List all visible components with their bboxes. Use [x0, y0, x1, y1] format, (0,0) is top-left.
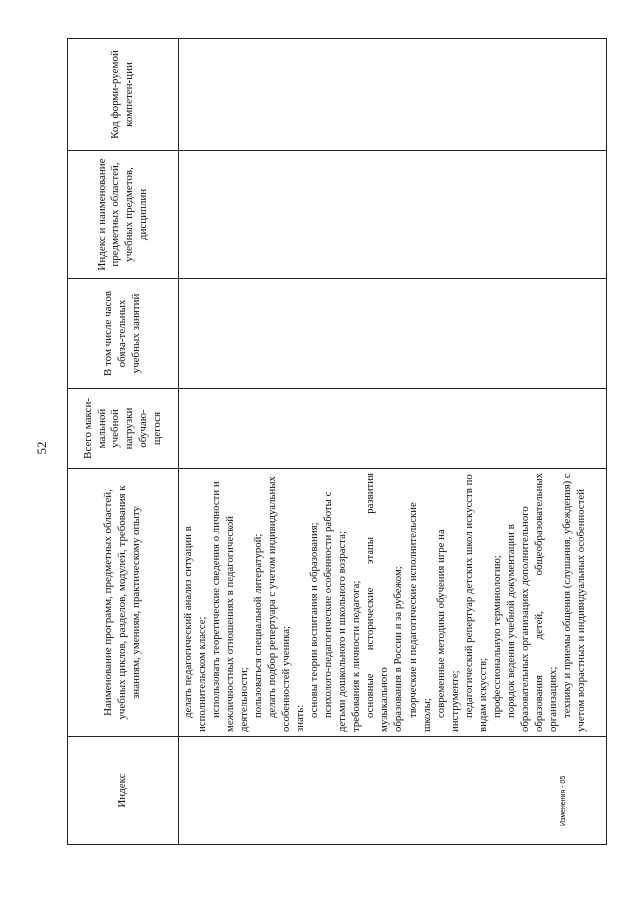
text-line: инструменте; — [448, 670, 461, 732]
text-line: образовательных организациях дополнительного — [518, 506, 531, 732]
text-line: видам искусств; — [476, 657, 489, 732]
cell-competence-code — [179, 39, 607, 151]
cell-requirements — [179, 469, 607, 737]
text-line: особенностей ученика; — [280, 625, 293, 732]
page-number: 52 — [34, 441, 49, 455]
header-subject-index: Индекс и наименование предметных областей, учебных предметов, дисциплин — [68, 151, 179, 279]
text-line: делать педагогический анализ ситуации в — [182, 526, 194, 718]
rotated-table-container — [67, 39, 607, 845]
text-line: школы; — [420, 698, 433, 732]
text-line: использовать теоретические сведения о личности и — [210, 481, 223, 718]
footer-revision-note: Изменения - 05 — [560, 775, 567, 826]
text-line: пользоваться специальной литературой; — [252, 533, 265, 718]
text-line: учетом возрастных и индивидуальных особенностей — [574, 488, 587, 732]
cell-subject-index — [179, 151, 607, 279]
text-line: исполнительском классе; — [196, 616, 209, 732]
text-line: образования в России и за рубежом; — [392, 566, 405, 732]
text-line: творческие и педагогические исполнительские — [406, 502, 419, 718]
text-line: основы теории воспитания и образования; — [308, 522, 321, 718]
text-line: профессиональную терминологию; — [490, 555, 503, 718]
table-row — [179, 39, 607, 845]
text-line: психолого-педагогические особенности работы с — [322, 491, 335, 718]
text-line: межличностных отношениях в педагогической — [224, 515, 237, 732]
header-max-load: Всего макси-мальной учебной нагрузки обучаю-щегося — [68, 389, 179, 469]
text-line: современные методики обучения игре на — [434, 529, 447, 718]
text-line: технику и приемы общения (слушания, убеждения) с — [560, 473, 573, 718]
text-line: педагогический репертуар детских школ искусств по — [462, 474, 475, 718]
text-line: делать подбор репертуара с учетом индивидуальных — [266, 476, 279, 718]
text-line: порядок ведения учебной документации в — [504, 524, 517, 718]
text-line: детьми дошкольного и школьного возраста; — [336, 531, 349, 732]
cell-mandatory-hours — [179, 279, 607, 389]
cell-index — [179, 737, 607, 845]
curriculum-table — [67, 38, 607, 845]
text-line: образования детей, общеобразовательных организациях; — [532, 473, 559, 732]
header-index: Индекс — [68, 737, 179, 845]
text-line: требования к личности педагога; — [350, 580, 363, 732]
header-mandatory-hours: В том числе часов обяза-тельных учебных занятий — [68, 279, 179, 389]
text-line: основные исторические этапы развития музыкального — [364, 473, 391, 732]
text-line: деятельности; — [238, 667, 251, 732]
text-line: знать: — [294, 704, 307, 732]
header-name: Наименование программ, предметных областей, учебных циклов, разделов, модулей, требования к знаниям, умениям, практическому опыту — [68, 469, 179, 737]
table-header-row — [68, 39, 179, 845]
cell-max-load — [179, 389, 607, 469]
header-competence-code: Код форми-руемой компетен-ции — [68, 39, 179, 151]
